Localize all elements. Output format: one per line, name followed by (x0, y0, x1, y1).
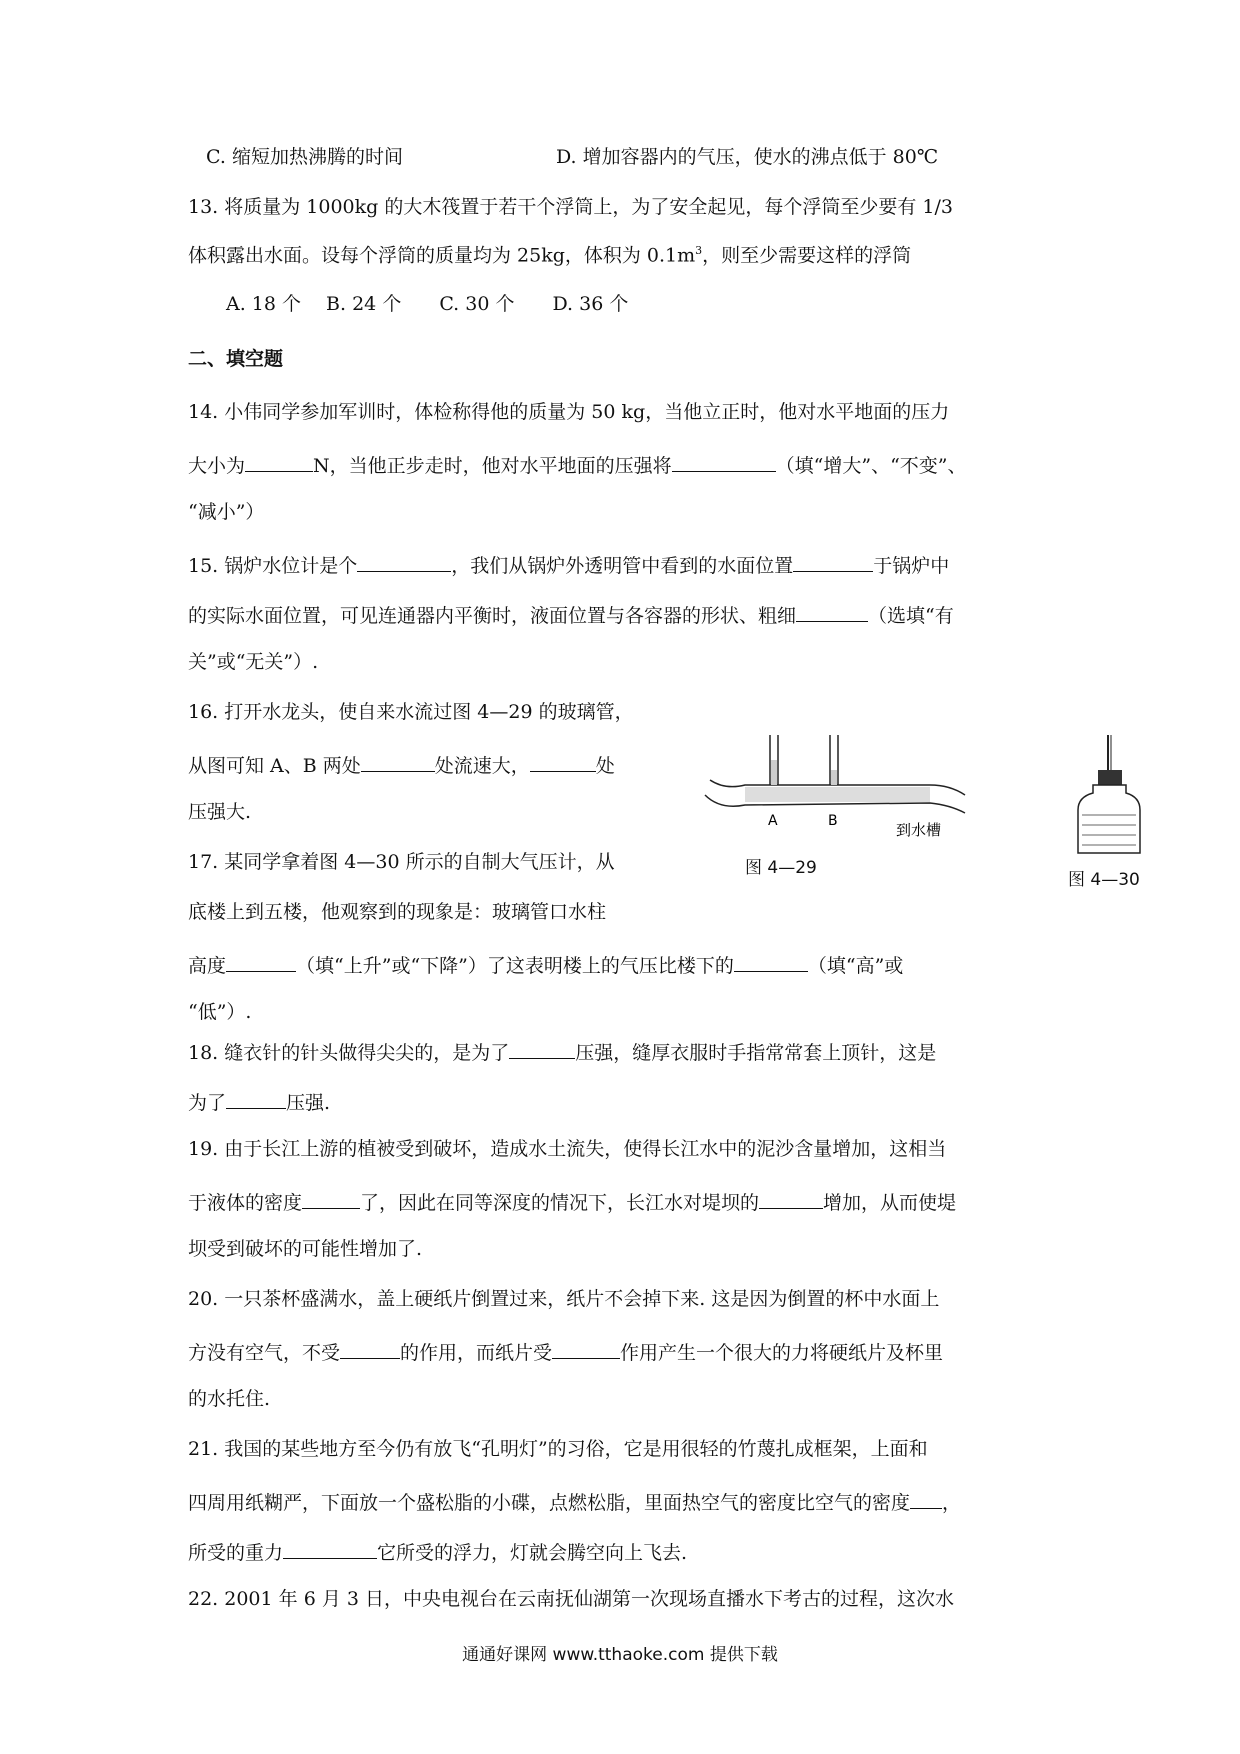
figure-4-30-barometer (1068, 735, 1148, 860)
question-17-line-4: “低”）. (188, 1001, 252, 1023)
label-a: A (768, 813, 778, 829)
question-15-line-1: 15. 锅炉水位计是个 ，我们从锅炉外透明管中看到的水面位置 于锅炉中 (188, 555, 950, 577)
option-d: D. 增加容器内的气压，使水的沸点低于 80℃ (556, 146, 939, 168)
question-19-line-3: 坝受到破坏的可能性增加了. (188, 1238, 423, 1260)
question-16-line-2: 从图可知 A、B 两处 处流速大， 处 (188, 755, 615, 777)
question-16-line-3: 压强大. (188, 801, 252, 823)
question-15-line-3: 关”或“无关”）. (188, 651, 319, 673)
question-17-line-3: 高度 （填“上升”或“下降”）了这表明楼上的气压比楼下的 （填“高”或 (188, 955, 904, 977)
question-19-line-2: 于液体的密度 了，因此在同等深度的情况下，长江水对堤坝的 增加，从而使堤 (188, 1192, 957, 1214)
figure-4-30-caption: 图 4—30 (1068, 870, 1140, 890)
question-15-line-2: 的实际水面位置，可见连通器内平衡时，液面位置与各容器的形状、粗细 （选填“有 (188, 605, 954, 627)
question-20-line-2: 方没有空气，不受 的作用，而纸片受 作用产生一个很大的力将硬纸片及杯里 (188, 1342, 944, 1364)
question-18-line-2: 为了 压强. (188, 1092, 331, 1114)
question-20-line-3: 的水托住. (188, 1388, 271, 1410)
question-14-line-3: “减小”） (188, 501, 265, 523)
question-13-line-1: 13. 将质量为 1000kg 的大木筏置于若干个浮筒上，为了安全起见，每个浮筒至少要有 1/3 (188, 196, 953, 218)
question-14-line-1: 14. 小伟同学参加军训时，体检称得他的质量为 50 kg，当他立正时，他对水平地面的压力 (188, 401, 950, 423)
label-sink: 到水槽 (896, 821, 942, 839)
question-19-line-1: 19. 由于长江上游的植被受到破坏，造成水土流失，使得长江水中的泥沙含量增加，这相当 (188, 1138, 947, 1160)
page-footer: 通通好课网 www.tthaoke.com 提供下载 (462, 1645, 778, 1665)
question-14-line-2: 大小为 N，当他正步走时，他对水平地面的压强将 （填“增大”、“不变”、 (188, 455, 967, 477)
label-b: B (828, 813, 838, 829)
figure-4-29-glass-tube (700, 735, 970, 845)
question-21-line-2: 四周用纸糊严，下面放一个盛松脂的小碟，点燃松脂，里面热空气的密度比空气的密度 ， (188, 1492, 962, 1514)
question-20-line-1: 20. 一只茶杯盛满水，盖上硬纸片倒置过来，纸片不会掉下来. 这是因为倒置的杯中水面上 (188, 1288, 940, 1310)
question-17-line-1: 17. 某同学拿着图 4—30 所示的自制大气压计，从 (188, 851, 615, 873)
figure-4-29-caption: 图 4—29 (745, 858, 817, 878)
question-17-line-2: 底楼上到五楼，他观察到的现象是：玻璃管口水柱 (188, 901, 607, 923)
question-13-line-2: 体积露出水面。设每个浮筒的质量均为 25kg，体积为 $0.1m^3$，则至少需要这样的浮筒 (188, 244, 912, 267)
question-22-line-1: 22. 2001 年 6 月 3 日，中央电视台在云南抚仙湖第一次现场直播水下考古的过程，这次水 (188, 1588, 954, 1610)
question-16-line-1: 16. 打开水龙头，使自来水流过图 4—29 的玻璃管， (188, 701, 634, 723)
question-13-options: A. 18 个 B. 24 个 C. 30 个 D. 36 个 (226, 293, 629, 315)
section-heading: 二、填空题 (188, 348, 284, 370)
question-21-line-3: 所受的重力 它所受的浮力，灯就会腾空向上飞去. (188, 1542, 688, 1564)
question-18-line-1: 18. 缝衣针的针头做得尖尖的，是为了 压强，缝厚衣服时手指常常套上顶针，这是 (188, 1042, 937, 1064)
question-21-line-1: 21. 我国的某些地方至今仍有放飞“孔明灯”的习俗，它是用很轻的竹蔑扎成框架，上面和 (188, 1438, 928, 1460)
option-c: C. 缩短加热沸腾的时间 (206, 146, 403, 168)
